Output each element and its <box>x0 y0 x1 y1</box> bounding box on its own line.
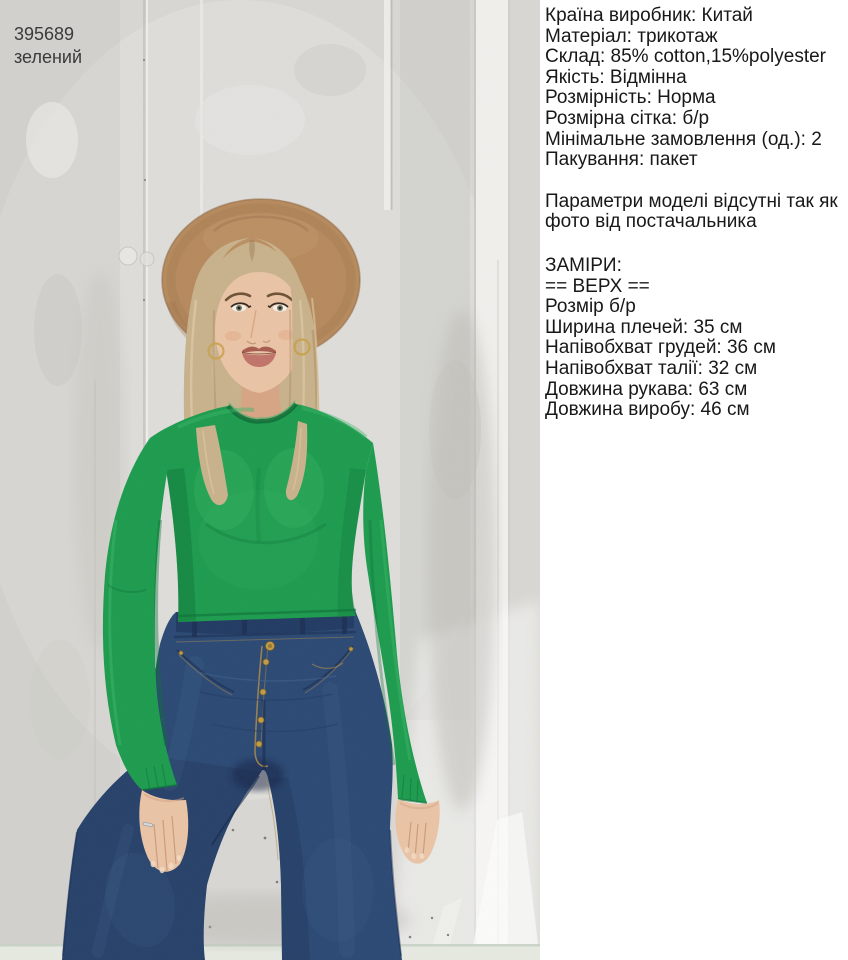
measurements-title: ЗАМІРИ: <box>545 254 622 276</box>
spec-line: Пакування: пакет <box>545 149 698 171</box>
measurement-line: Розмір б/р <box>545 296 636 318</box>
spec-line: Розмірність: Норма <box>545 87 716 109</box>
supplier-note <box>545 192 845 233</box>
spec-line: Склад: 85% cotton,15%polyester <box>545 46 827 68</box>
spec-line: Розмірна сітка: б/р <box>545 107 710 129</box>
spec-details <box>545 6 845 171</box>
note-line: Параметри моделі відсутні так як <box>545 190 838 212</box>
measurement-line: Напівобхват грудей: 36 см <box>545 337 776 359</box>
measurements <box>545 256 845 421</box>
product-code: 395689 <box>14 24 75 44</box>
spec-line: Мінімальне замовлення (од.): 2 <box>545 128 822 150</box>
measurement-line: Довжина виробу: 46 см <box>545 399 750 421</box>
measurement-line: Довжина рукава: 63 см <box>545 378 748 400</box>
measurement-line: Ширина плечей: 35 см <box>545 316 743 338</box>
note-line: фото від постачальника <box>545 211 757 233</box>
measurements-section: == ВЕРХ == <box>545 275 650 297</box>
product-specs <box>545 6 845 421</box>
measurement-line: Напівобхват талії: 32 см <box>545 357 758 379</box>
product-color: зелений <box>14 47 83 67</box>
spec-line: Якість: Відмінна <box>545 66 687 88</box>
spec-line: Країна виробник: Китай <box>545 5 753 26</box>
photo-label <box>14 23 82 69</box>
measurement-lines <box>545 297 845 421</box>
spec-line: Матеріал: трикотаж <box>545 25 718 47</box>
